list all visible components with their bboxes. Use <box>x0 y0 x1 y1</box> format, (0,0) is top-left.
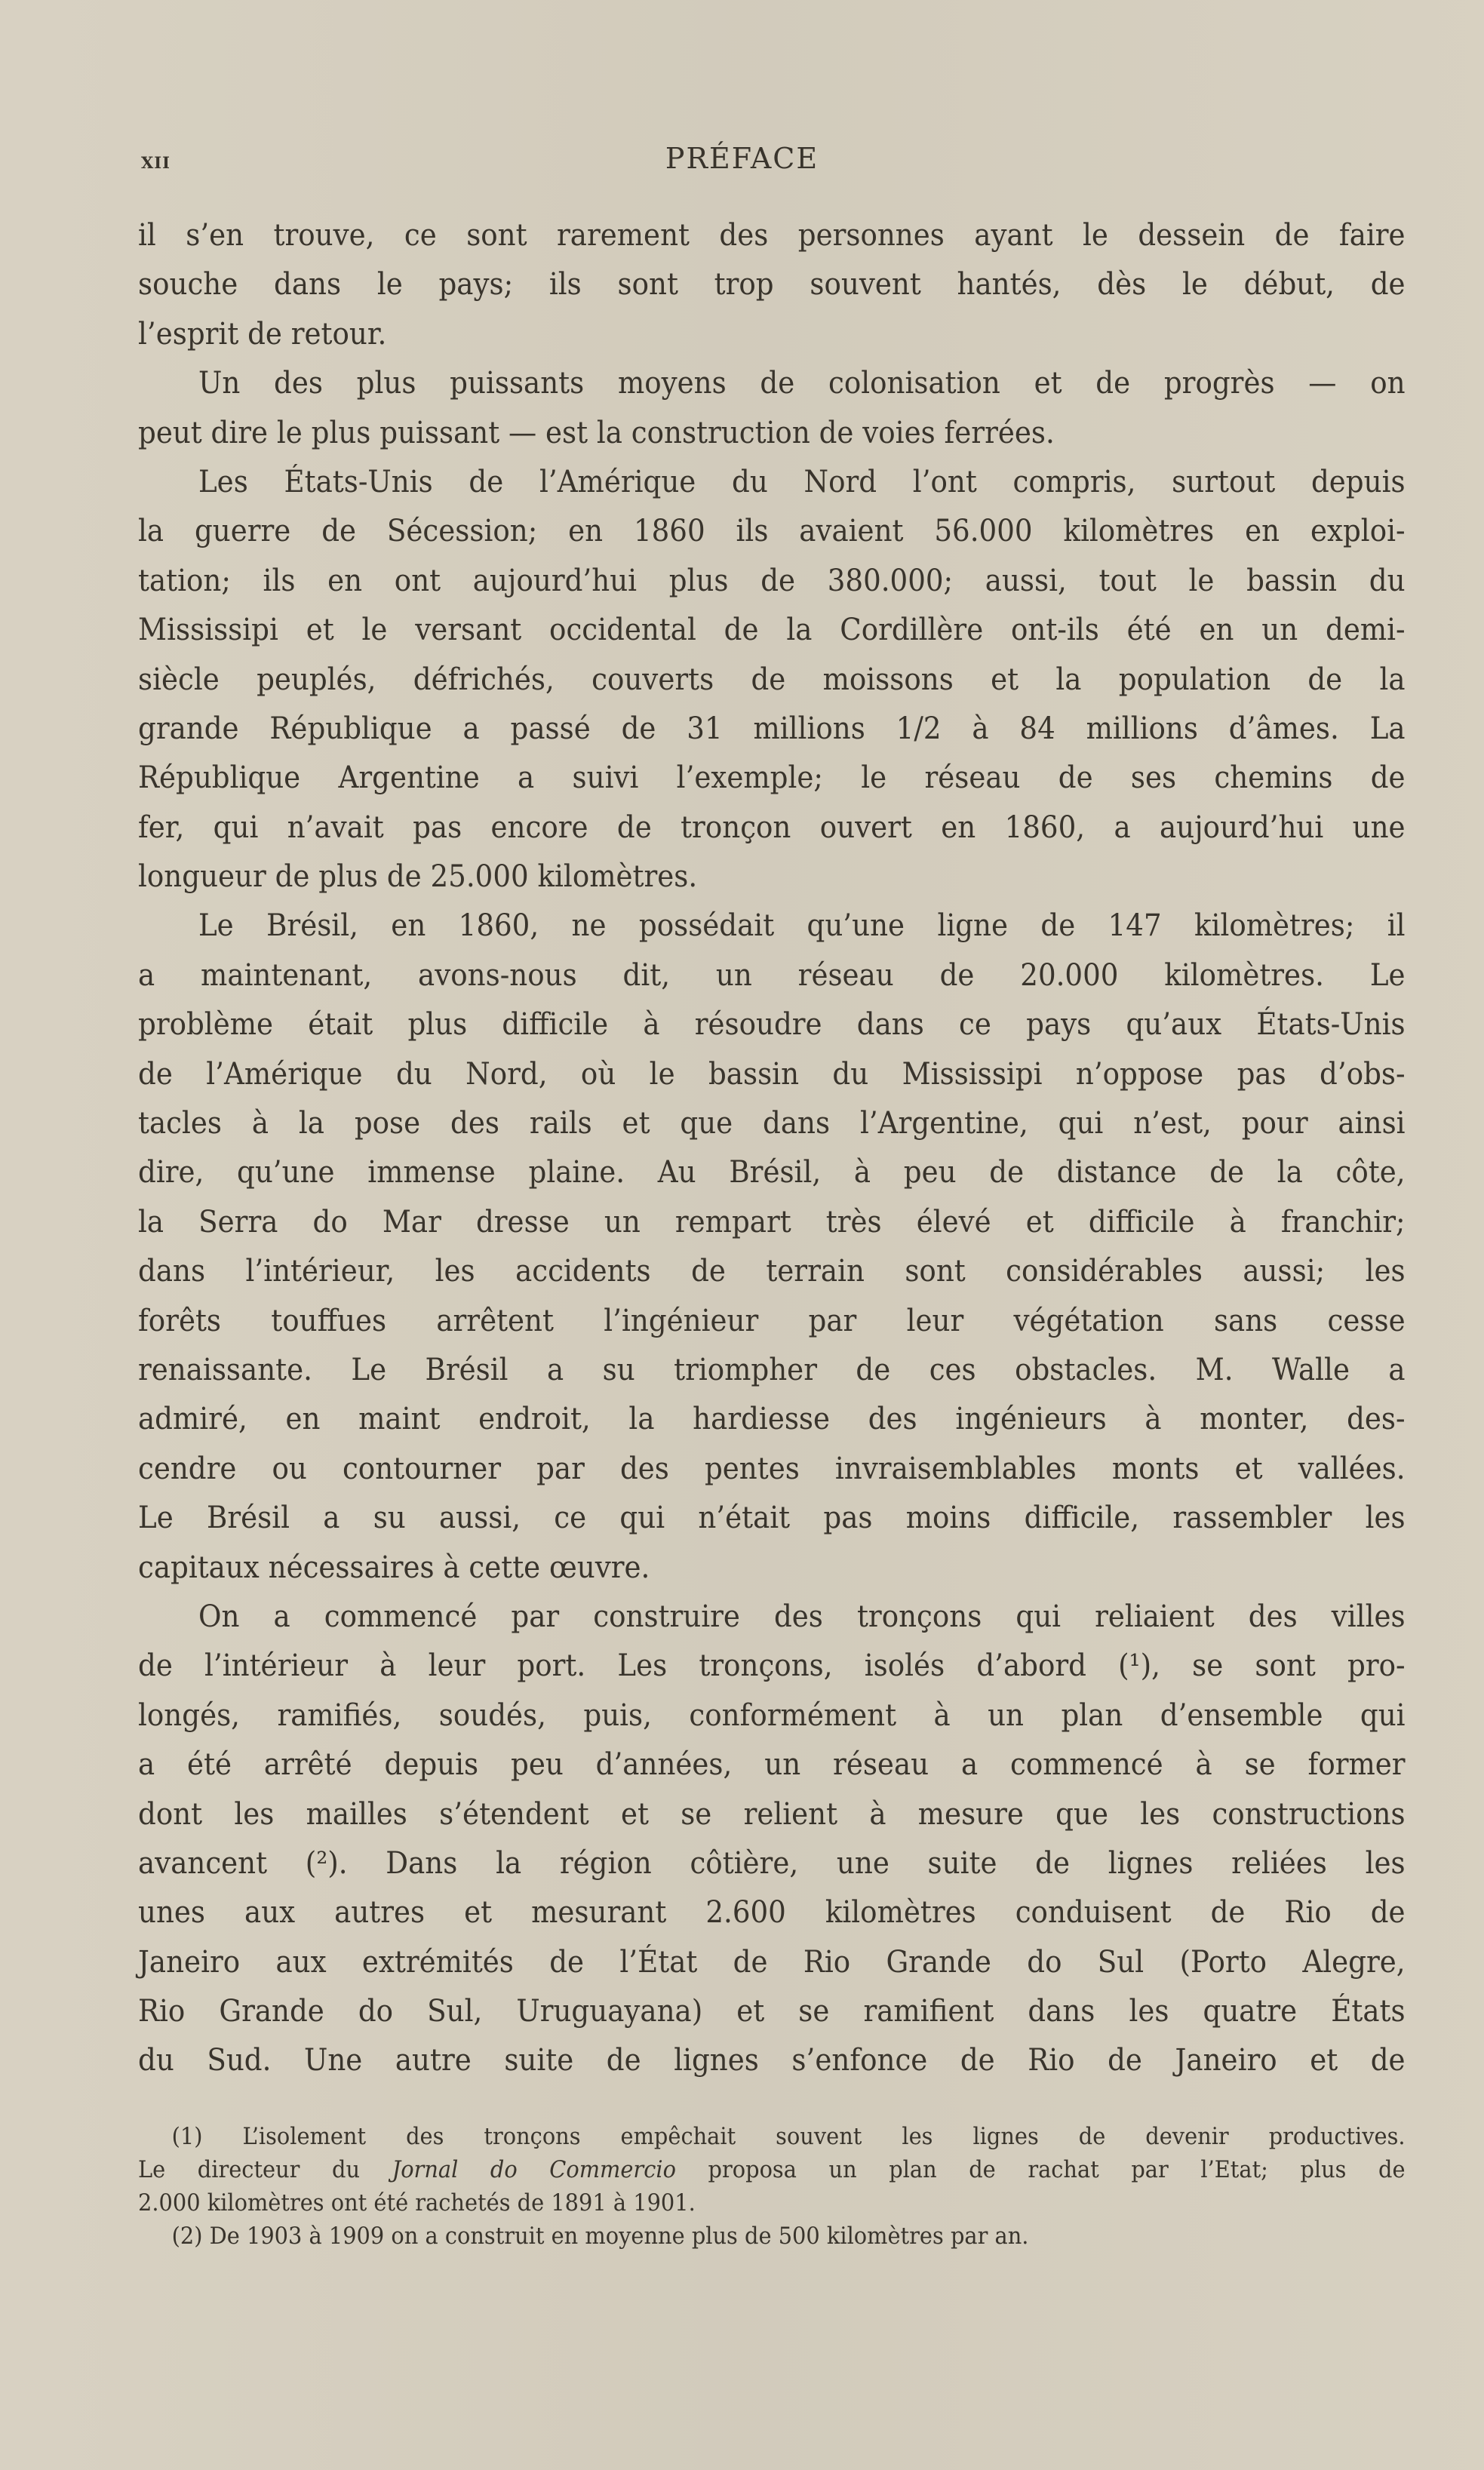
text-line: Les États-Unis de l’Amérique du Nord l’ont compris, surtout depuis <box>198 464 1406 499</box>
footnote-1-line: (1) L’isolement des tronçons empêchait souvent les lignes de devenir productives. <box>171 2123 1406 2150</box>
text-line: dans l’intérieur, les accidents de terrain sont considérables aussi; les <box>138 1254 1406 1289</box>
text-line: de l’Amérique du Nord, où le bassin du Mississipi n’oppose pas d’obs- <box>138 1056 1406 1092</box>
text-line: problème était plus difficile à résoudre dans ce pays qu’aux États-Unis <box>138 1007 1406 1043</box>
text-line: République Argentine a suivi l’exemple; le réseau de ses chemins de <box>138 760 1406 796</box>
text-line: souche dans le pays; ils sont trop souvent hantés, dès le début, de <box>138 267 1406 303</box>
text-line: du Sud. Une autre suite de lignes s’enfonce de Rio de Janeiro et de <box>138 2043 1406 2078</box>
text-line: Le Brésil a su aussi, ce qui n’était pas moins difficile, rassembler les <box>138 1501 1406 1536</box>
newspaper-title: Jornal do Commercio <box>392 2156 676 2183</box>
text-line: renaissante. Le Brésil a su triompher de ces obstacles. M. Walle a <box>138 1352 1406 1387</box>
text-line: de l’intérieur à leur port. Les tronçons, isolés d’abord (¹), se sont pro- <box>138 1648 1406 1684</box>
footnote-text: proposa un plan de rachat par l’Etat; plus de <box>675 2156 1406 2183</box>
footnote-text: Le directeur du <box>138 2156 392 2183</box>
text-line: longés, ramifiés, soudés, puis, conformément à un plan d’ensemble qui <box>138 1697 1406 1733</box>
text-line: forêts touffues arrêtent l’ingénieur par leur végétation sans cesse <box>138 1303 1406 1338</box>
text-line: unes aux autres et mesurant 2.600 kilomètres conduisent de Rio de <box>138 1895 1406 1931</box>
text-line: Mississipi et le versant occidental de la Cordillère ont-ils été en un demi- <box>138 613 1406 648</box>
text-line: capitaux nécessaires à cette œuvre. <box>138 1550 650 1585</box>
text-line: tacles à la pose des rails et que dans l’Argentine, qui n’est, pour ainsi <box>138 1106 1406 1141</box>
text-line: Le Brésil, en 1860, ne possédait qu’une ligne de 147 kilomètres; il <box>198 908 1406 944</box>
text-line: dire, qu’une immense plaine. Au Brésil, à peu de distance de la côte, <box>138 1155 1406 1190</box>
text-line: On a commencé par construire des tronçons qui reliaient des villes <box>198 1599 1406 1634</box>
text-line: cendre ou contourner par des pentes invraisemblables monts et vallées. <box>138 1451 1406 1486</box>
text-line: avancent (²). Dans la région côtière, une suite de lignes reliées les <box>138 1845 1406 1881</box>
text-line: il s’en trouve, ce sont rarement des personnes ayant le dessein de faire <box>138 218 1406 253</box>
text-line: fer, qui n’avait pas encore de tronçon ouvert en 1860, a aujourd’hui une <box>138 810 1406 845</box>
text-line: longueur de plus de 25.000 kilomètres. <box>138 859 698 895</box>
footnote-1-line: 2.000 kilomètres ont été rachetés de 1891 à 1901. <box>138 2189 696 2217</box>
text-line: a été arrêté depuis peu d’années, un réseau a commencé à se former <box>138 1747 1406 1783</box>
text-line: admiré, en maint endroit, la hardiesse des ingénieurs à monter, des- <box>138 1402 1406 1437</box>
text-line: dont les mailles s’étendent et se relient à mesure que les constructions <box>138 1796 1406 1832</box>
text-line: Janeiro aux extrémités de l’État de Rio Grande do Sul (Porto Alegre, <box>138 1944 1406 1980</box>
text-line: a maintenant, avons-nous dit, un réseau de 20.000 kilomètres. Le <box>138 957 1406 993</box>
page-number: xii <box>141 148 171 174</box>
footnotes <box>138 2120 1406 2253</box>
text-line: siècle peuplés, défrichés, couverts de moissons et la population de la <box>138 662 1406 697</box>
body-text <box>138 211 1406 2086</box>
text-line: l’esprit de retour. <box>138 316 387 352</box>
text-line: tation; ils en ont aujourd’hui plus de 380.000; aussi, tout le bassin du <box>138 563 1406 598</box>
text-line: Rio Grande do Sul, Uruguayana) et se ramifient dans les quatre États <box>138 1994 1406 2029</box>
text-line: la Serra do Mar dresse un rempart très élevé et difficile à franchir; <box>138 1204 1406 1240</box>
footnote-2-line: (2) De 1903 à 1909 on a construit en moyenne plus de 500 kilomètres par an. <box>171 2223 1029 2250</box>
text-line: Un des plus puissants moyens de colonisation et de progrès — on <box>198 366 1406 401</box>
footnote-1-line <box>138 2153 1406 2186</box>
running-head: PRÉFACE <box>665 142 819 175</box>
text-line: la guerre de Sécession; en 1860 ils avaient 56.000 kilomètres en exploi- <box>138 514 1406 549</box>
text-line: grande République a passé de 31 millions 1/2 à 84 millions d’âmes. La <box>138 711 1406 746</box>
text-line: peut dire le plus puissant — est la construction de voies ferrées. <box>138 415 1055 450</box>
